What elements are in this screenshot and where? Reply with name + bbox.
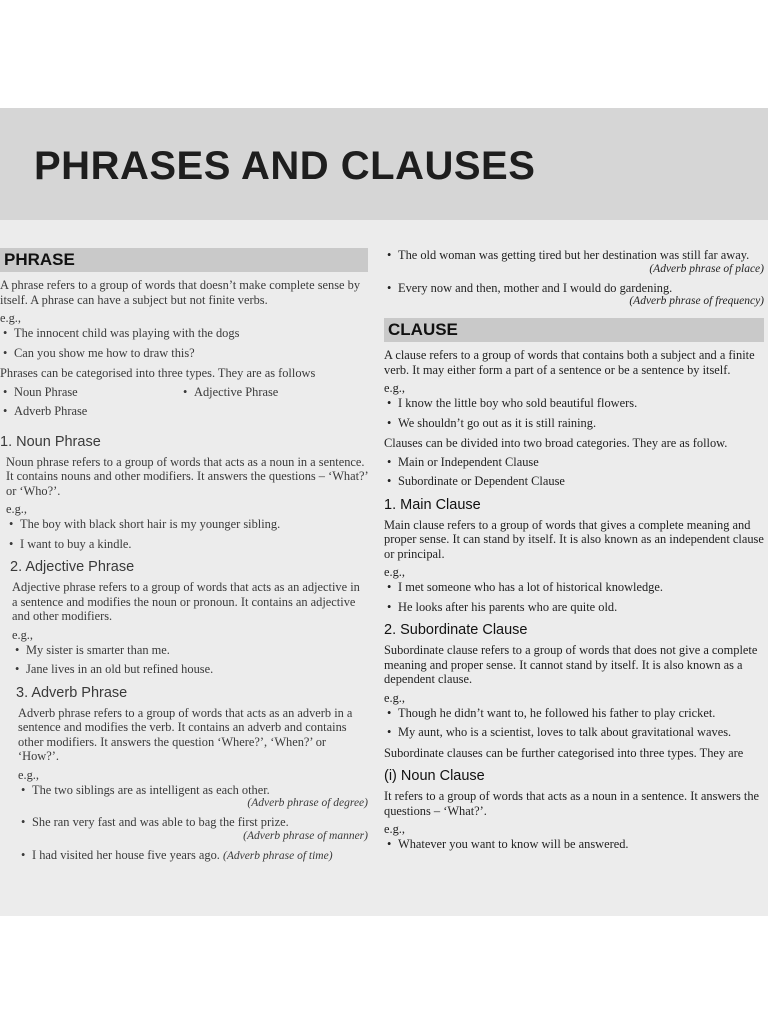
list-item: • Every now and then, mother and I would do gardening. (Adverb phrase of frequency) bbox=[387, 280, 764, 307]
main-clause-heading: 1. Main Clause bbox=[384, 496, 481, 513]
left-column bbox=[0, 248, 368, 869]
noun-clause-text: It refers to a group of words that acts as a noun in a sentence. It answers the questions – ‘What?’. bbox=[384, 789, 760, 818]
phrase-heading-bar bbox=[0, 248, 368, 272]
noun-clause-heading: (i) Noun Clause bbox=[384, 768, 485, 784]
list-item: • The old woman was getting tired but her destination was still far away. (Adverb phrase of place) bbox=[387, 248, 764, 275]
list-item: • I met someone who has a lot of historical knowledge. bbox=[387, 580, 663, 594]
list-item: • Whatever you want to know will be answered. bbox=[387, 837, 629, 851]
list-item: • My aunt, who is a scientist, loves to talk about gravitational waves. bbox=[387, 725, 732, 739]
adjective-phrase-heading: 2. Adjective Phrase bbox=[10, 559, 135, 575]
subordinate-further: Subordinate clauses can be further categorised into three types. They are bbox=[384, 745, 744, 760]
clause-heading-bar bbox=[384, 318, 764, 342]
subordinate-clause-heading: 2. Subordinate Clause bbox=[384, 622, 528, 638]
list-item: • The innocent child was playing with the dogs bbox=[3, 326, 240, 340]
phrase-types bbox=[0, 385, 368, 426]
list-item: • Adjective Phrase bbox=[183, 384, 279, 399]
example-note: (Adverb phrase of place) bbox=[649, 262, 764, 275]
eg-label: e.g., bbox=[6, 502, 27, 516]
eg-label: e.g., bbox=[384, 690, 405, 705]
example-note: (Adverb phrase of time) bbox=[222, 849, 333, 862]
main-clause-text: Main clause refers to a group of words that gives a complete meaning and proper sense. It can stand by itself. It is also known as an independent clause or principal. bbox=[384, 517, 764, 561]
example-note: (Adverb phrase of manner) bbox=[243, 829, 368, 842]
list-item: • My sister is smarter than me. bbox=[15, 642, 170, 657]
eg-label: e.g., bbox=[384, 822, 405, 836]
list-item: • We shouldn’t go out as it is still raining. bbox=[387, 415, 597, 430]
list-item: • Though he didn’t want to, he followed his father to play cricket. bbox=[387, 705, 716, 720]
clause-intro: A clause refers to a group of words that contains both a subject and a finite verb. It may either form a part of a sentence or be a sentence by itself. bbox=[384, 348, 755, 377]
textbook-page bbox=[0, 108, 768, 916]
list-item: • I had visited her house five years ago. (Adverb phrase of time) bbox=[21, 847, 333, 862]
clause-heading: CLAUSE bbox=[388, 320, 458, 339]
list-item: • Noun Phrase bbox=[3, 384, 78, 399]
list-item: • I know the little boy who sold beautiful flowers. bbox=[387, 396, 638, 410]
eg-label: e.g., bbox=[384, 565, 405, 579]
adverb-phrase-text: Adverb phrase refers to a group of words that acts as an adverb in a sentence and modifies the verb. It contains an adverb and contains other modifiers. It answers the question ‘Where?’, ‘When?’ or ‘How?’. bbox=[18, 705, 353, 763]
noun-phrase-text: Noun phrase refers to a group of words that acts as a noun in a sentence. It contains nouns and other modifiers. It answers the questions – ‘What?’ or ‘Who?’. bbox=[6, 454, 368, 498]
noun-phrase-heading: 1. Noun Phrase bbox=[0, 433, 101, 450]
phrase-types-intro: Phrases can be categorised into three types. They are as follows bbox=[0, 366, 316, 380]
right-column bbox=[384, 248, 764, 858]
phrase-heading: PHRASE bbox=[4, 250, 75, 269]
adverb-examples-continued bbox=[384, 248, 764, 308]
example-note: (Adverb phrase of degree) bbox=[247, 797, 368, 809]
subordinate-clause-text: Subordinate clause refers to a group of words that does not give a complete meaning and proper sense. It cannot stand by itself. It is also known as a dependent clause. bbox=[384, 643, 758, 686]
phrase-examples bbox=[0, 326, 368, 360]
adverb-phrase-heading: 3. Adverb Phrase bbox=[16, 684, 128, 701]
eg-label: e.g., bbox=[0, 311, 21, 325]
list-item: • Adverb Phrase bbox=[3, 404, 88, 418]
list-item: • The boy with black short hair is my younger sibling. bbox=[9, 517, 281, 531]
list-item: • I want to buy a kindle. bbox=[9, 536, 132, 551]
list-item: • She ran very fast and was able to bag the first prize. (Adverb phrase of manner) bbox=[21, 815, 368, 842]
list-item: • Subordinate or Dependent Clause bbox=[387, 474, 565, 488]
list-item: • Jane lives in an old but refined house. bbox=[15, 662, 214, 676]
list-item: • He looks after his parents who are quite old. bbox=[387, 599, 618, 614]
example-note: (Adverb phrase of frequency) bbox=[629, 295, 764, 307]
eg-label: e.g., bbox=[384, 381, 405, 395]
list-item: • Can you show me how to draw this? bbox=[3, 345, 195, 360]
list-item: • Main or Independent Clause bbox=[387, 454, 539, 469]
adjective-phrase-text: Adjective phrase refers to a group of words that acts as an adjective in a sentence and modifies the noun or pronoun. It contains an adjective and other modifiers. bbox=[12, 580, 360, 623]
clause-categories-intro: Clauses can be divided into two broad categories. They are as follow. bbox=[384, 436, 728, 450]
page-title: PHRASES AND CLAUSES bbox=[34, 144, 536, 188]
phrase-intro: A phrase refers to a group of words that doesn’t make complete sense by itself. A phrase can have a subject but not finite verbs. bbox=[0, 278, 361, 307]
title-bar bbox=[0, 108, 768, 220]
eg-label: e.g., bbox=[18, 767, 39, 782]
eg-label: e.g., bbox=[12, 627, 33, 642]
list-item: • The two siblings are as intelligent as each other. (Adverb phrase of degree) bbox=[21, 782, 368, 809]
